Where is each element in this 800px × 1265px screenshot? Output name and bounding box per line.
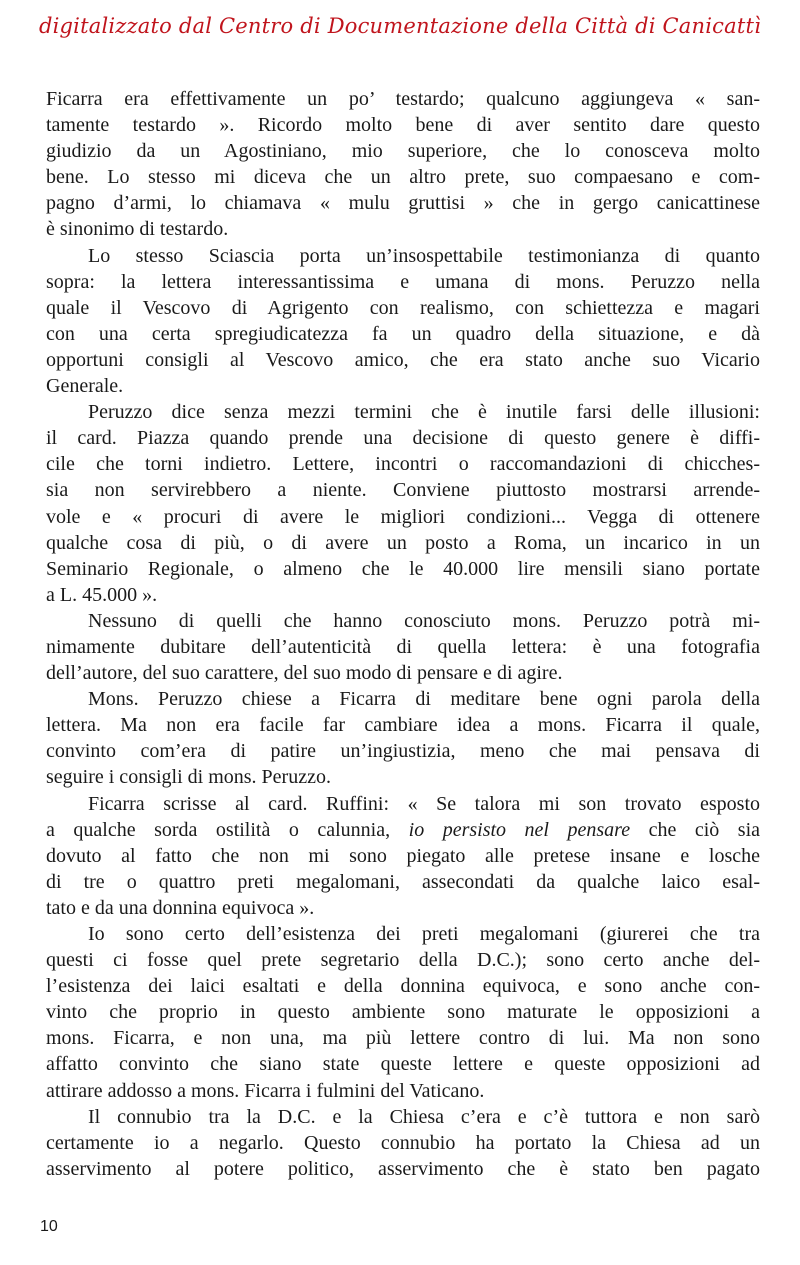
text-line: vinto che proprio in questo ambiente sono maturate le opposizioni a bbox=[46, 1001, 760, 1024]
text-line: certamente io a negarlo. Questo connubio ha portato la Chiesa ad un bbox=[46, 1131, 760, 1154]
text-line: il card. Piazza quando prende una decisione di questo genere è diffi- bbox=[46, 427, 760, 450]
text-line: seguire i consigli di mons. Peruzzo. bbox=[46, 766, 331, 789]
text-line: dovuto al fatto che non mi sono piegato alle pretese insane e losche bbox=[46, 844, 760, 867]
text-line: convinto com’era di patire un’ingiustizia, meno che mai pensava di bbox=[46, 740, 760, 763]
italic-emphasis: io persisto nel pensare bbox=[408, 818, 631, 841]
text-line: dell’autore, del suo carattere, del suo modo di pensare e di agire. bbox=[46, 662, 563, 685]
page-number: 10 bbox=[40, 1218, 58, 1235]
text-line: Mons. Peruzzo chiese a Ficarra di meditare bene ogni parola della bbox=[88, 688, 760, 711]
text-line: bene. Lo stesso mi diceva che un altro prete, suo compaesano e com- bbox=[46, 166, 760, 189]
text-line: Il connubio tra la D.C. e la Chiesa c’era e c’è tuttora e non sarò bbox=[88, 1105, 760, 1128]
text-line: di tre o quattro preti megalomani, assecondati da qualche laico esal- bbox=[46, 870, 760, 893]
text-line: questi ci fosse quel prete segretario della D.C.); sono certo anche del- bbox=[46, 949, 760, 972]
page-body-text bbox=[46, 86, 760, 1182]
text-line: asservimento al potere politico, asservimento che è stato ben pagato bbox=[46, 1157, 760, 1180]
text-line: giudizio da un Agostiniano, mio superiore, che lo conosceva molto bbox=[46, 140, 760, 163]
text-line: qualche cosa di più, o di avere un posto a Roma, un incarico in un bbox=[46, 531, 760, 554]
text-line: opportuni consigli al Vescovo amico, che era stato anche suo Vicario bbox=[46, 348, 760, 371]
text-line: lettera. Ma non era facile far cambiare idea a mons. Ficarra il quale, bbox=[46, 714, 760, 737]
text-line: Lo stesso Sciascia porta un’insospettabile testimonianza di quanto bbox=[88, 244, 760, 267]
text-line: l’esistenza dei laici esaltati e della donnina equivoca, e sono anche con- bbox=[46, 975, 760, 998]
text-line: quale il Vescovo di Agrigento con realismo, con schiettezza e magari bbox=[46, 296, 760, 319]
text-line: a L. 45.000 ». bbox=[46, 583, 158, 606]
text-line: tato e da una donnina equivoca ». bbox=[46, 896, 315, 919]
text-line bbox=[46, 817, 760, 843]
text-line: Nessuno di quelli che hanno conosciuto mons. Peruzzo potrà mi- bbox=[88, 609, 760, 632]
text-line: pagno d’armi, lo chiamava « mulu gruttisi » che in gergo canicattinese bbox=[46, 192, 760, 215]
text-line: tamente testardo ». Ricordo molto bene di aver sentito dare questo bbox=[46, 114, 760, 137]
text-line: Ficarra scrisse al card. Ruffini: « Se talora mi son trovato esposto bbox=[88, 792, 760, 815]
text-line: attirare addosso a mons. Ficarra i fulmini del Vaticano. bbox=[46, 1079, 485, 1102]
text-line: mons. Ficarra, e non una, ma più lettere contro di lui. Ma non sono bbox=[46, 1027, 760, 1050]
text-line: vole e « procuri di avere le migliori condizioni... Vegga di ottenere bbox=[46, 505, 760, 528]
text-segment: a qualche sorda ostilità o calunnia, bbox=[46, 818, 391, 841]
text-line: cile che torni indietro. Lettere, incontri o raccomandazioni di chicches- bbox=[46, 453, 760, 476]
text-line: sia non servirebbero a niente. Conviene piuttosto mostrarsi arrende- bbox=[46, 479, 760, 502]
text-line: nimamente dubitare dell’autenticità di quella lettera: è una fotografia bbox=[46, 635, 760, 658]
text-line: affatto convinto che siano state queste lettere e queste opposizioni ad bbox=[46, 1053, 760, 1076]
text-line: Generale. bbox=[46, 375, 124, 398]
text-segment: che ciò sia bbox=[648, 818, 761, 841]
text-line: Ficarra era effettivamente un po’ testardo; qualcuno aggiungeva « san- bbox=[46, 88, 760, 110]
text-line: Peruzzo dice senza mezzi termini che è inutile farsi delle illusioni: bbox=[88, 401, 760, 424]
text-line: è sinonimo di testardo. bbox=[46, 218, 229, 241]
text-line: Seminario Regionale, o almeno che le 40.000 lire mensili siano portate bbox=[46, 557, 760, 580]
watermark-header: digitalizzato dal Centro di Documentazione della Città di Canicattì bbox=[38, 14, 762, 38]
text-line: con una certa spregiudicatezza fa un quadro della situazione, e dà bbox=[46, 322, 760, 345]
text-line: Io sono certo dell’esistenza dei preti megalomani (giurerei che tra bbox=[88, 923, 760, 945]
text-line: sopra: la lettera interessantissima e umana di mons. Peruzzo nella bbox=[46, 270, 760, 293]
